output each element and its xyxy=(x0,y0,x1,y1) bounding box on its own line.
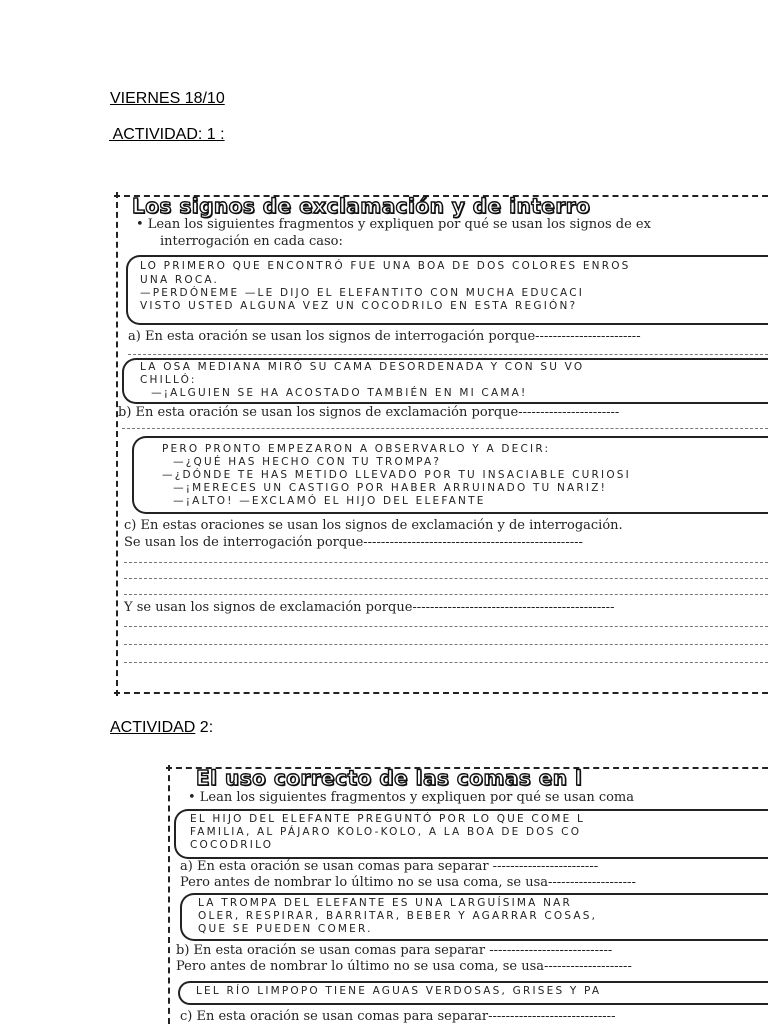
answer-line xyxy=(124,662,768,663)
fragment-line: CHILLÓ: xyxy=(140,374,197,386)
fragment-line: EL HIJO DEL ELEFANTE PREGUNTÓ POR LO QUE COME L xyxy=(190,813,586,825)
answer-line xyxy=(122,428,768,429)
fragment-line: —¿DÓNDE TE HAS METIDO LLEVADO POR TU INSACIABLE CURIOSI xyxy=(162,469,631,481)
question-b: b) En esta oración se usan los signos de exclamación porque----------------------- xyxy=(118,405,620,420)
fragment-line: VISTO USTED ALGUNA VEZ UN COCODRILO EN ESTA REGIÓN? xyxy=(140,300,578,312)
answer-line xyxy=(124,578,768,579)
date-heading: VIERNES 18/10 xyxy=(110,90,225,107)
fragment-line: —¡ALGUIEN SE HA ACOSTADO TAMBIÉN EN MI CAMA! xyxy=(140,387,528,399)
fragment-line: —¿QUÉ HAS HECHO CON TU TROMPA? xyxy=(162,456,442,468)
question-c: c) En esta oración se usan comas para separar----------------------------- xyxy=(180,1009,616,1024)
activity-2-label: ACTIVIDAD xyxy=(110,719,196,736)
question-a: a) En esta oración se usan los signos de interrogación porque------------------------ xyxy=(128,329,641,344)
question-c-part-1: Se usan los de interrogación porque-------------------------------------------------- xyxy=(124,535,583,550)
activity-2-heading xyxy=(110,719,213,737)
question-b: b) En esta oración se usan comas para separar ---------------------------- xyxy=(176,943,613,958)
fragment-line: —¡ALTO! —EXCLAMÓ EL HIJO DEL ELEFANTE xyxy=(162,495,486,507)
activity-2-number: 2: xyxy=(195,719,214,736)
fragment-line: QUE SE PUEDEN COMER. xyxy=(198,923,373,935)
worksheet-title: El uso correcto de las comas en l xyxy=(196,766,583,790)
sheet-border-left xyxy=(168,765,170,1024)
answer-line xyxy=(124,562,768,563)
fragment-line: LA TROMPA DEL ELEFANTE ES UNA LARGUÍSIMA NAR xyxy=(198,897,573,909)
fragment-line: LEL RÍO LIMPOPO TIENE AGUAS VERDOSAS, GRISES Y PA xyxy=(196,985,602,997)
fragment-line: FAMILIA, AL PÁJARO KOLO-KOLO, A LA BOA DE DOS CO xyxy=(190,826,582,838)
answer-line xyxy=(124,594,768,595)
fragment-line: COCODRILO xyxy=(190,839,274,851)
answer-line xyxy=(124,644,768,645)
fragment-line: LO PRIMERO QUE ENCONTRÓ FUE UNA BOA DE DOS COLORES ENROS xyxy=(140,260,631,272)
question-c-part-2: Y se usan los signos de exclamación porque---------------------------------------------- xyxy=(124,600,615,615)
question-b-part-2: Pero antes de nombrar lo último no se usa coma, se usa-------------------- xyxy=(176,959,632,974)
question-a: a) En esta oración se usan comas para separar ------------------------ xyxy=(180,859,599,874)
fragment-line: PERO PRONTO EMPEZARON A OBSERVARLO Y A DECIR: xyxy=(162,443,551,455)
worksheet-commas xyxy=(166,765,768,1024)
question-c: c) En estas oraciones se usan los signos de exclamación y de interrogación. xyxy=(124,518,623,533)
instruction-line: • Lean los siguientes fragmentos y expliquen por qué se usan coma xyxy=(188,790,635,805)
instruction-line: • Lean los siguientes fragmentos y expliquen por qué se usan los signos de ex xyxy=(136,217,651,232)
instruction-line: interrogación en cada caso: xyxy=(160,234,343,249)
activity-1-heading: ACTIVIDAD: 1 : xyxy=(109,126,225,143)
fragment-line: UNA ROCA. xyxy=(140,274,220,286)
fragment-line: OLER, RESPIRAR, BARRITAR, BEBER Y AGARRAR COSAS, xyxy=(198,910,598,922)
worksheet-exclamation-interrogation xyxy=(114,192,768,696)
question-a-part-2: Pero antes de nombrar lo último no se usa coma, se usa-------------------- xyxy=(180,875,636,890)
fragment-line: —¡MERECES UN CASTIGO POR HABER ARRUINADO TU NARIZ! xyxy=(162,482,608,494)
worksheet-title: Los signos de exclamación y de interro xyxy=(132,194,591,218)
fragment-line: LA OSA MEDIANA MIRÓ SU CAMA DESORDENADA Y CON SU VO xyxy=(140,361,585,373)
answer-line xyxy=(128,354,768,355)
answer-line xyxy=(124,626,768,627)
sheet-border-left xyxy=(116,192,118,696)
sheet-border-bottom xyxy=(114,692,768,694)
fragment-line: —PERDÓNEME —LE DIJO EL ELEFANTITO CON MUCHA EDUCACI xyxy=(140,287,585,299)
